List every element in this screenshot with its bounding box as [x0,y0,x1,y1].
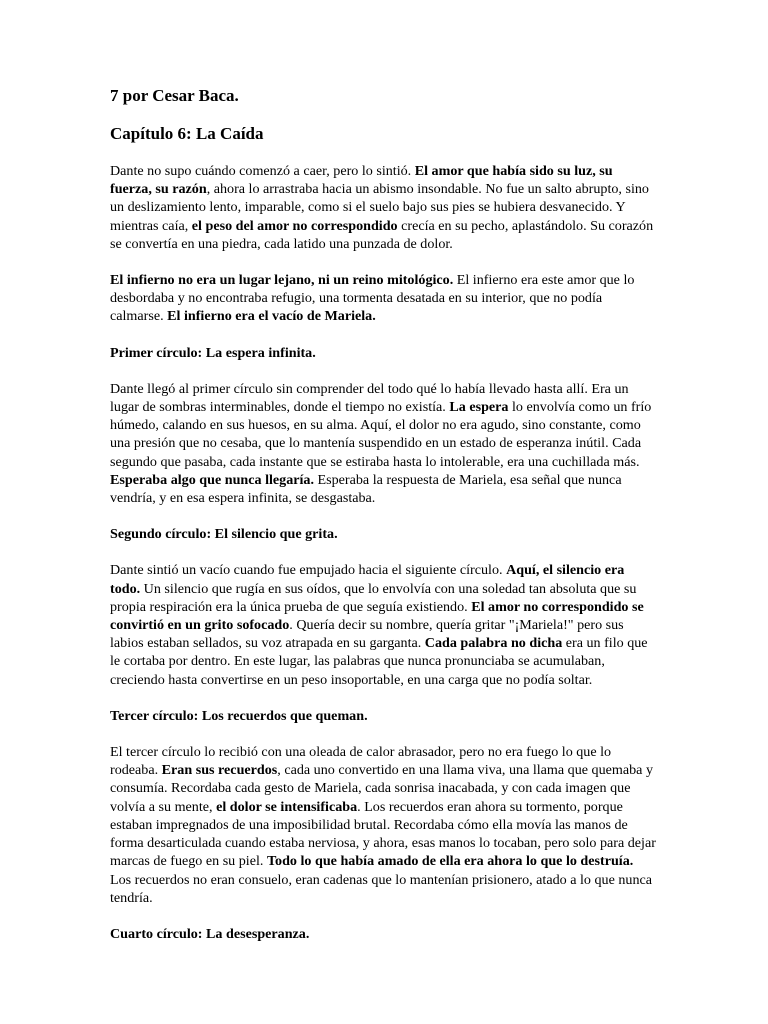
text-run-bold: El amor que había sido su luz, su fuerza, su razón [110,163,613,198]
text-run-bold: el dolor se intensificaba [216,798,358,815]
text-run-bold: Todo lo que había amado de ella era ahora lo que lo destruía. [266,853,634,870]
paragraph-intro [110,162,656,253]
text-run-bold: Aquí, el silencio era todo. [110,562,625,597]
text-run: crecía en su pecho, aplastándolo. Su corazón se convertía en una piedra, cada latido una punzada de dolor. [110,217,654,252]
chapter-title: Capítulo 6: La Caída [110,124,264,143]
section-heading-cuarto-circulo: Cuarto círculo: La desesperanza. [110,925,310,942]
text-run: Los recuerdos no eran consuelo, eran cadenas que lo mantenían prisionero, atado a lo que nunca tendría. [110,871,653,906]
text-run-bold: El infierno no era un lugar lejano, ni un reino mitológico. [110,272,454,289]
paragraph-tercer-circulo [110,743,656,907]
text-run: Dante no supo cuándo comenzó a caer, pero lo sintió. [110,163,415,179]
text-run: , ahora lo arrastraba hacia un abismo insondable. No fue un salto abrupto, sino un deslizamiento lento, imparable, como si el suelo bajo sus pies se hubiera desvanecido. Y mientras caía, [110,181,649,234]
paragraph-segundo-circulo [110,561,656,688]
document-page [110,86,656,961]
text-run: El infierno era este amor que lo desbordaba y no encontraba refugio, una tormenta desatada en su interior, que no podía calmarse. [110,272,635,325]
text-run-bold: el peso del amor no correspondido [191,217,398,234]
document-title: 7 por Cesar Baca. [110,86,239,105]
section-heading-primer-circulo: Primer círculo: La espera infinita. [110,344,316,361]
text-run: Dante llegó al primer círculo sin comprender del todo qué lo había llevado hasta allí. Era un lugar de sombras interminables, donde el tiempo no existía. [110,380,629,416]
text-run: lo envolvía como un frío húmedo, calando en sus huesos, en su alma. Aquí, el dolor no era agudo, sino constante, como una presión que no cesaba, que lo mantenía suspendido en un estado de esperanza inútil. Cada segundo que pasaba, cada instante que se estiraba hasta lo intolerable, era una cuchillada más. [110,399,652,470]
text-run: . Los recuerdos eran ahora su tormento, porque estaban impregnados de una imposibilidad brutal. Recordaba cómo ella movía las manos de forma desarticulada cuando estaba nerviosa, y ahora, esas manos lo tocaban, pero solo para dejar marcas de fuego en su piel. [110,798,656,870]
text-run: Dante sintió un vacío cuando fue empujado hacia el siguiente círculo. [110,562,507,579]
section-heading-tercer-circulo: Tercer círculo: Los recuerdos que queman. [110,707,368,724]
text-run-bold: Esperaba algo que nunca llegaría. [110,471,314,488]
text-run: Un silencio que rugía en sus oídos, que lo envolvía con una soledad tan absoluta que su propia respiración era la única prueba de que seguía existiendo. [110,580,637,615]
text-run-bold: Eran sus recuerdos [161,762,278,779]
section-heading-segundo-circulo: Segundo círculo: El silencio que grita. [110,526,338,543]
text-run-bold: La espera [449,399,509,416]
paragraph-primer-circulo [110,380,656,507]
text-run-bold: Cada palabra no dicha [424,635,563,652]
text-run: , cada uno convertido en una llama viva, una llama que quemaba y consumía. Recordaba cada gesto de Mariela, cada sonrisa inacabada, y con cada imagen que volvía a su mente, [110,762,653,815]
paragraph-infierno [110,271,656,326]
text-run-bold: El infierno era el vacío de Mariela. [167,308,376,325]
text-run-bold: El amor no correspondido se convirtió en un grito sofocado [110,598,644,634]
text-run: era un filo que le cortaba por dentro. En este lugar, las palabras que nunca pronunciaba se acumulaban, creciendo hasta convertirse en un peso insoportable, en una carga que no podía soltar. [110,635,648,688]
text-run: Esperaba la respuesta de Mariela, esa señal que nunca vendría, y en esa espera infinita, se desgastaba. [110,471,622,507]
text-run: El tercer círculo lo recibió con una oleada de calor abrasador, pero no era fuego lo que lo rodeaba. [110,744,612,779]
text-run: . Quería decir su nombre, quería gritar "¡Mariela!" pero sus labios estaban sellados, su voz atrapada en su garganta. [110,617,624,652]
